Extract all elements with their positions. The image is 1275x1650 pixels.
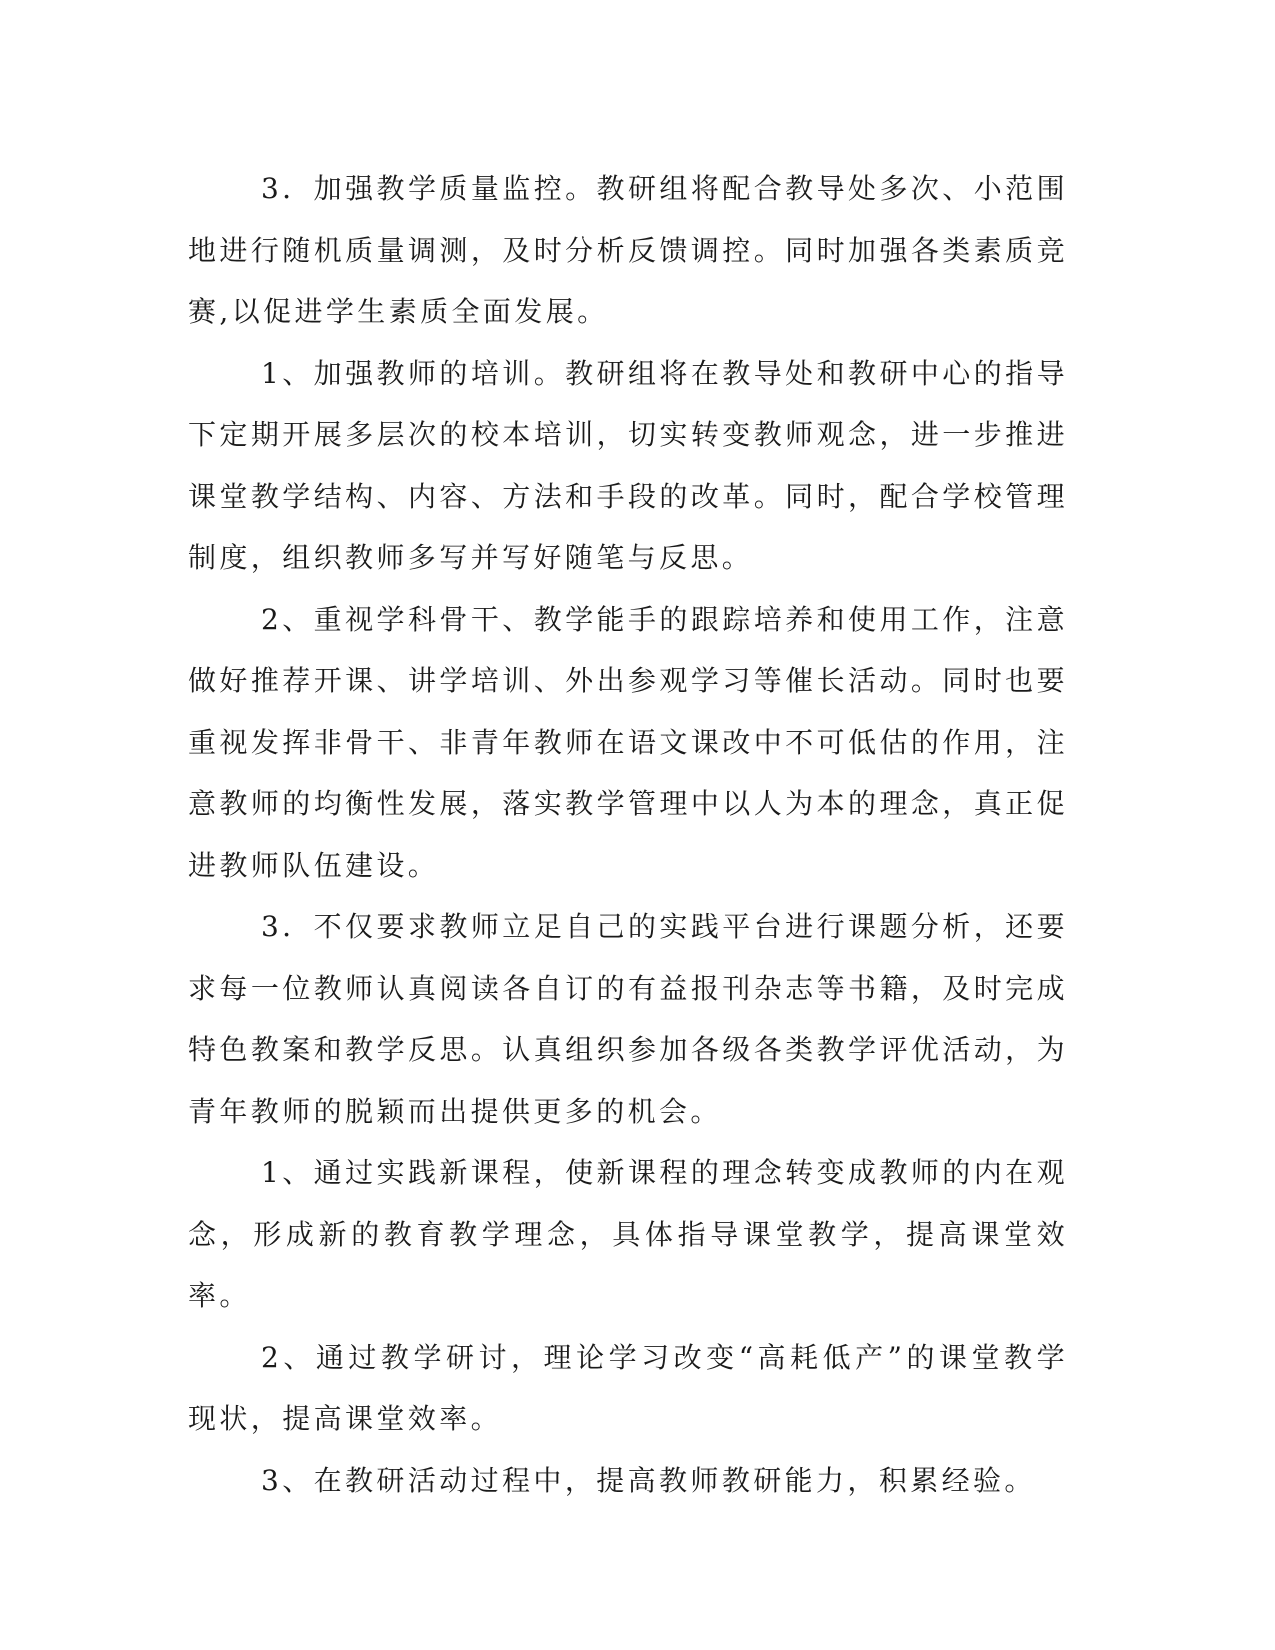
paragraph-research-reading: 3．不仅要求教师立足自己的实践平台进行课题分析，还要求每一位教师认真阅读各自订的有益报刊杂志等书籍，及时完成特色教案和教学反思。认真组织参加各级各类教学评优活动，为青年教师的脱颖而出提供更多的机会。 <box>188 910 1068 1128</box>
paragraph-teacher-training: 1、加强教师的培训。教研组将在教导处和教研中心的指导下定期开展多层次的校本培训，切实转变教师观念，进一步推进课堂教学结构、内容、方法和手段的改革。同时，配合学校管理制度，组织教师多写并写好随笔与反思。 <box>188 356 1068 574</box>
paragraph-backbone-cultivation: 2、重视学科骨干、教学能手的跟踪培养和使用工作，注意做好推荐开课、讲学培训、外出参观学习等催长活动。同时也要重视发挥非骨干、非青年教师在语文课改中不可低估的作用，注意教师的均衡性发展，落实教学管理中以人为本的理念，真正促进教师队伍建设。 <box>188 602 1068 882</box>
paragraph-quality-monitoring: 3．加强教学质量监控。教研组将配合教导处多次、小范围地进行随机质量调测，及时分析反馈调控。同时加强各类素质竞赛,以促进学生素质全面发展。 <box>188 172 1068 328</box>
paragraph-research-ability: 3、在教研活动过程中，提高教师教研能力，积累经验。 <box>261 1463 1036 1497</box>
paragraph-teaching-discussion: 2、通过教学研讨，理论学习改变“高耗低产”的课堂教学现状，提高课堂效率。 <box>188 1340 1068 1435</box>
paragraph-new-curriculum: 1、通过实践新课程，使新课程的理念转变成教师的内在观念，形成新的教育教学理念，具体指导课堂教学，提高课堂效率。 <box>188 1156 1068 1312</box>
document-body <box>188 158 1068 1511</box>
